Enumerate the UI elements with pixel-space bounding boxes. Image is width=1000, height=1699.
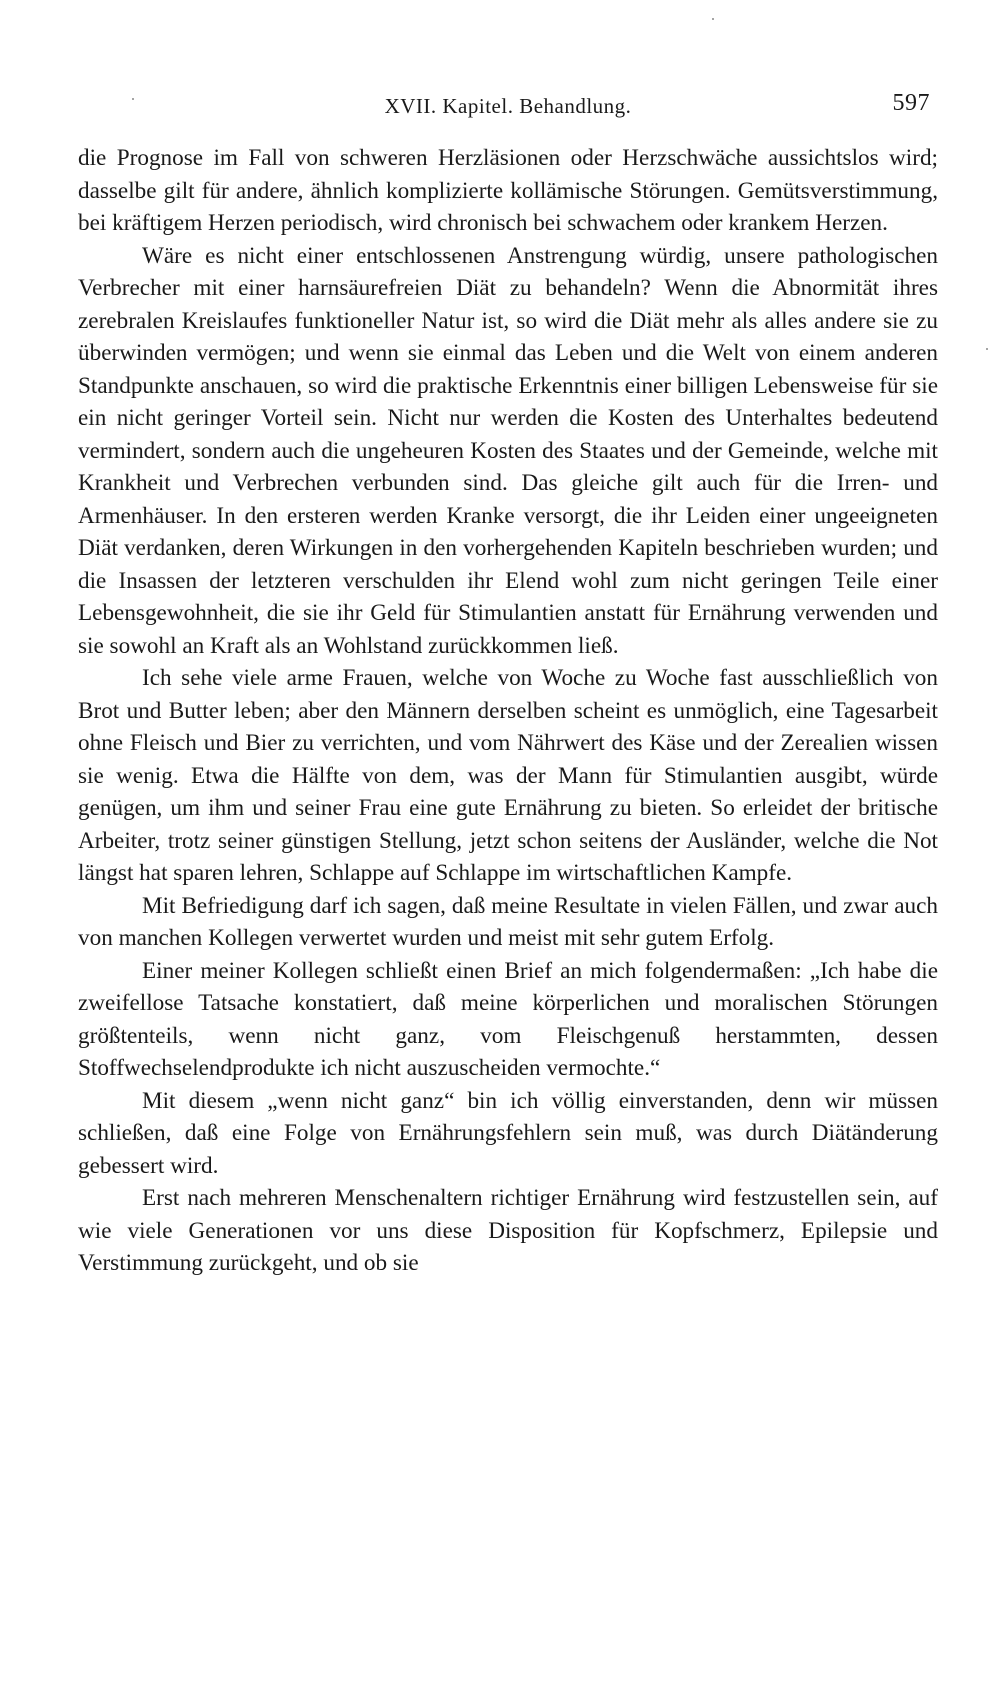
paragraph: Mit Befriedigung darf ich sagen, daß meine Resultate in vielen Fällen, und zwar auch von manchen Kollegen verwertet wurden und meist mit sehr gutem Erfolg. [78,892,938,951]
paragraph: Wäre es nicht einer entschlossenen Anstrengung würdig, unsere pathologischen Verbrecher mit einer harnsäurefreien Diät zu behandeln? Wenn die Abnormität ihres zerebralen Kreislaufes funktioneller Natur ist, so wird die Diät mehr als alles andere sie zu überwinden vermögen; und wenn sie einmal das Leben und die Welt von einem anderen Standpunkte anschauen, so wird die praktische Erkenntnis einer billigen Lebensweise für sie ein nicht geringer Vorteil sein. Nicht nur werden die Kosten des Unterhaltes bedeutend vermindert, sondern auch die ungeheuren Kosten des Staates und der Gemeinde, welche mit Krankheit und Verbrechen verbunden sind. Das gleiche gilt auch für die Irren- und Armenhäuser. In den ersteren werden Kranke versorgt, die ihr Leiden einer ungeeigneten Diät verdanken, deren Wirkungen in den vorhergehenden Kapiteln beschrieben wurden; und die Insassen der letzteren verschulden ihr Elend wohl zum nicht geringen Teile einer Lebensgewohnheit, die sie ihr Geld für Stimulantien anstatt für Ernährung verwenden und sie sowohl an Kraft als an Wohlstand zurückkommen ließ. [78,242,938,659]
scan-speck [132,98,134,100]
chapter-title: XVII. Kapitel. Behandlung. [384,94,632,118]
paragraph: Ich sehe viele arme Frauen, welche von Woche zu Woche fast ausschließlich von Brot und Butter leben; aber den Männern derselben scheint es unmöglich, eine Tagesarbeit ohne Fleisch und Bier zu verrichten, und vom Nährwert des Käse und der Zerealien wissen sie wenig. Etwa die Hälfte von dem, was der Mann für Stimulantien ausgibt, würde genügen, um ihm und seiner Frau eine gute Ernährung zu bieten. So erleidet der britische Arbeiter, trotz seiner günstigen Stellung, jetzt schon seitens der Ausländer, welche die Not längst hat sparen lehren, Schlappe auf Schlappe im wirtschaftlichen Kampfe. [78,665,938,886]
book-page [78,88,938,1280]
body-text [78,142,938,1280]
paragraph: Erst nach mehreren Menschenaltern richtiger Ernährung wird festzustellen sein, auf wie viele Generationen vor uns diese Disposition für Kopfschmerz, Epilepsie und Verstimmung zurückgeht, und ob sie [78,1185,938,1276]
scan-speck [986,348,988,350]
paragraph: Mit diesem „wenn nicht ganz“ bin ich völlig einverstanden, denn wir müssen schließen, daß eine Folge von Ernährungsfehlern sein muß, was durch Diätänderung gebessert wird. [78,1087,938,1179]
running-head [78,88,938,128]
scan-speck [712,18,714,20]
paragraph: die Prognose im Fall von schweren Herzläsionen oder Herzschwäche aussichtslos wird; dasselbe gilt für andere, ähnlich komplizierte kollämische Störungen. Gemütsverstimmung, bei kräftigem Herzen periodisch, wird chronisch bei schwachem oder krankem Herzen. [78,145,938,236]
page-number: 597 [892,90,930,116]
paragraph: Einer meiner Kollegen schließt einen Brief an mich folgendermaßen: „Ich habe die zweifellose Tatsache konstatiert, daß meine körperlichen und moralischen Störungen größtenteils, wenn nicht ganz, vom Fleischgenuß herstammten, dessen Stoffwechselendprodukte ich nicht auszuscheiden vermochte.“ [78,957,938,1081]
